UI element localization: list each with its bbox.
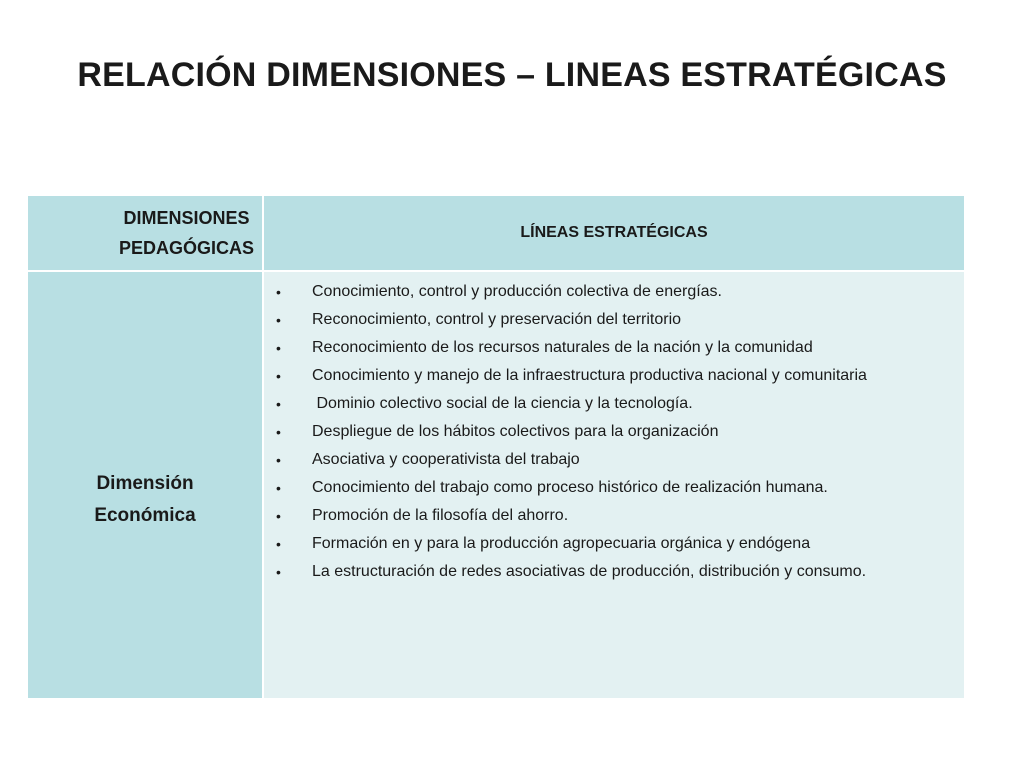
list-item-text: Conocimiento y manejo de la infraestructura productiva nacional y comunitaria: [312, 367, 867, 384]
list-item: [274, 474, 954, 502]
list-item-text: Formación en y para la producción agropecuaria orgánica y endógena: [312, 535, 811, 552]
list-item: [274, 278, 954, 306]
bullet-icon: •: [276, 396, 281, 412]
dimensions-table: [28, 196, 964, 698]
strategic-lines-cell: [264, 272, 964, 698]
bullet-icon: •: [276, 564, 281, 580]
bullet-icon: •: [276, 480, 281, 496]
header-dimensions-line1: DIMENSIONES: [123, 208, 250, 228]
dimension-line1: Dimensión: [96, 473, 194, 494]
strategic-lines-list: [274, 278, 954, 586]
list-item: [274, 502, 954, 530]
header-lines-cell: [264, 196, 964, 272]
header-dimensions-line2: PEDAGÓGICAS: [118, 238, 254, 258]
header-dimensions-cell: [28, 196, 264, 272]
bullet-icon: •: [276, 452, 281, 468]
list-item-text: Dominio colectivo social de la ciencia y la tecnología.: [312, 395, 693, 412]
bullet-icon: •: [276, 536, 281, 552]
list-item: [274, 418, 954, 446]
list-item-text: Reconocimiento, control y preservación del territorio: [312, 311, 682, 328]
list-item-text: Promoción de la filosofía del ahorro.: [312, 507, 569, 524]
list-item-text: Conocimiento, control y producción colectiva de energías.: [312, 283, 722, 300]
list-item-text: La estructuración de redes asociativas de producción, distribución y consumo.: [312, 563, 867, 580]
header-lines-label: LÍNEAS ESTRATÉGICAS: [520, 224, 708, 241]
list-item: [274, 446, 954, 474]
list-item: [274, 558, 954, 586]
list-item: [274, 390, 954, 418]
list-item-text: Despliegue de los hábitos colectivos para la organización: [312, 423, 719, 440]
bullet-icon: •: [276, 312, 281, 328]
bullet-icon: •: [276, 368, 281, 384]
list-item-text: Reconocimiento de los recursos naturales de la nación y la comunidad: [312, 339, 813, 356]
bullet-icon: •: [276, 340, 281, 356]
list-item: [274, 362, 954, 390]
list-item-text: Conocimiento del trabajo como proceso histórico de realización humana.: [312, 479, 828, 496]
list-item: [274, 334, 954, 362]
bullet-icon: •: [276, 508, 281, 524]
dimension-cell: [28, 272, 264, 698]
list-item: [274, 530, 954, 558]
slide-title: RELACIÓN DIMENSIONES – LINEAS ESTRATÉGICAS: [77, 56, 947, 94]
dimension-line2: Económica: [94, 505, 196, 526]
list-item-text: Asociativa y cooperativista del trabajo: [312, 451, 580, 468]
bullet-icon: •: [276, 424, 281, 440]
bullet-icon: •: [276, 284, 281, 300]
list-item: [274, 306, 954, 334]
